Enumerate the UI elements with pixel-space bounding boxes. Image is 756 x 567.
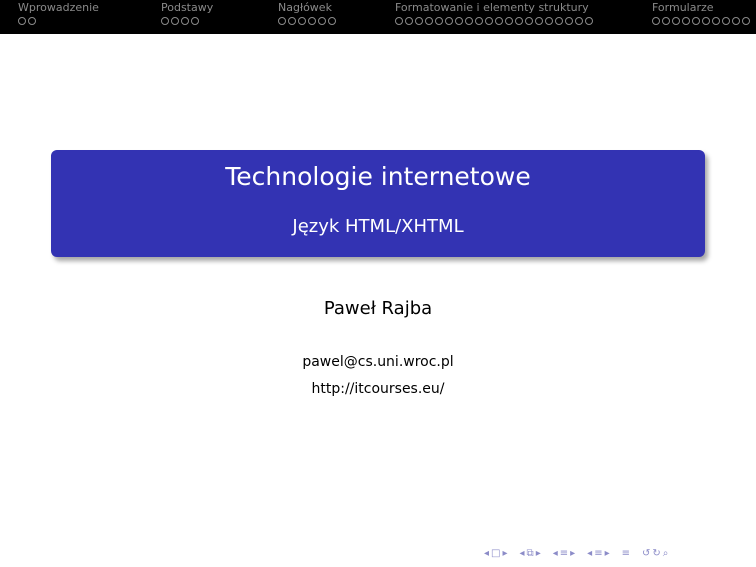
slide-dot[interactable] xyxy=(278,17,286,25)
slide-dot[interactable] xyxy=(662,17,670,25)
align-icon[interactable]: ≡ xyxy=(621,548,631,559)
nav-section-label[interactable]: Podstawy xyxy=(161,1,214,14)
slide-dot[interactable] xyxy=(732,17,740,25)
nav-section-label[interactable]: Nagłówek xyxy=(278,1,332,14)
undo-icon[interactable]: ↺ xyxy=(642,548,651,559)
slide-dot[interactable] xyxy=(712,17,720,25)
arrow-left-icon[interactable]: ◂ xyxy=(552,548,558,559)
slide-dot[interactable] xyxy=(395,17,403,25)
arrow-right-icon[interactable]: ▸ xyxy=(604,548,610,559)
nav-section-dots xyxy=(161,17,199,25)
arrow-left-icon[interactable]: ◂ xyxy=(587,548,593,559)
slide-dot[interactable] xyxy=(405,17,413,25)
slide-dot[interactable] xyxy=(28,17,36,25)
slide-title: Technologie internetowe xyxy=(225,162,531,191)
author-url: http://itcourses.eu/ xyxy=(311,381,445,397)
author-email: pawel@cs.uni.wroc.pl xyxy=(302,354,454,370)
slide-dot[interactable] xyxy=(585,17,593,25)
nav-section-dots xyxy=(395,17,593,25)
slide-dot[interactable] xyxy=(545,17,553,25)
arrow-right-icon[interactable]: ▸ xyxy=(535,548,541,559)
slide-dot[interactable] xyxy=(505,17,513,25)
slide-dot[interactable] xyxy=(455,17,463,25)
slide-dot[interactable] xyxy=(672,17,680,25)
slide-dot[interactable] xyxy=(692,17,700,25)
title-box xyxy=(51,150,705,257)
nav-section-dots xyxy=(18,17,36,25)
arrow-right-icon[interactable]: ▸ xyxy=(570,548,576,559)
slide-dot[interactable] xyxy=(515,17,523,25)
arrow-left-icon[interactable]: ◂ xyxy=(519,548,525,559)
slide-dot[interactable] xyxy=(722,17,730,25)
slide-dot[interactable] xyxy=(555,17,563,25)
slide-dot[interactable] xyxy=(435,17,443,25)
slide-dot[interactable] xyxy=(425,17,433,25)
slide-dot[interactable] xyxy=(298,17,306,25)
slide-dot[interactable] xyxy=(191,17,199,25)
frame-icon[interactable]: □ xyxy=(491,548,501,559)
nav-section-dots xyxy=(278,17,336,25)
slide-dot[interactable] xyxy=(535,17,543,25)
search-icon[interactable]: ⌕ xyxy=(662,548,669,559)
slide-dot[interactable] xyxy=(682,17,690,25)
slide-dot[interactable] xyxy=(495,17,503,25)
slide-dot[interactable] xyxy=(565,17,573,25)
nav-section-label[interactable]: Formatowanie i elementy struktury xyxy=(395,1,589,14)
nav-section-dots xyxy=(652,17,750,25)
section-icon[interactable]: ≡ xyxy=(594,548,603,559)
arrow-left-icon[interactable]: ◂ xyxy=(484,548,490,559)
slide-dot[interactable] xyxy=(445,17,453,25)
slide-dot[interactable] xyxy=(702,17,710,25)
slide-dot[interactable] xyxy=(318,17,326,25)
nav-section-label[interactable]: Wprowadzenie xyxy=(18,1,99,14)
slide-subtitle: Język HTML/XHTML xyxy=(292,216,464,237)
slide-dot[interactable] xyxy=(308,17,316,25)
slide-dot[interactable] xyxy=(742,17,750,25)
slide-dot[interactable] xyxy=(465,17,473,25)
slide-dot[interactable] xyxy=(161,17,169,25)
section-icon[interactable]: ≡ xyxy=(559,548,569,559)
slide-dot[interactable] xyxy=(525,17,533,25)
subsection-icon[interactable]: ⧉ xyxy=(526,548,534,559)
redo-icon[interactable]: ↻ xyxy=(652,548,661,559)
author-name: Paweł Rajba xyxy=(323,298,433,319)
slide-dot[interactable] xyxy=(415,17,423,25)
navigation-symbols xyxy=(484,547,668,561)
slide-dot[interactable] xyxy=(475,17,483,25)
slide-dot[interactable] xyxy=(652,17,660,25)
arrow-right-icon[interactable]: ▸ xyxy=(502,548,508,559)
nav-section-label[interactable]: Formularze xyxy=(652,1,714,14)
section-navbar xyxy=(0,0,756,34)
slide-dot[interactable] xyxy=(288,17,296,25)
slide-dot[interactable] xyxy=(485,17,493,25)
slide-dot[interactable] xyxy=(328,17,336,25)
slide-dot[interactable] xyxy=(171,17,179,25)
slide-dot[interactable] xyxy=(575,17,583,25)
slide-dot[interactable] xyxy=(18,17,26,25)
slide-dot[interactable] xyxy=(181,17,189,25)
